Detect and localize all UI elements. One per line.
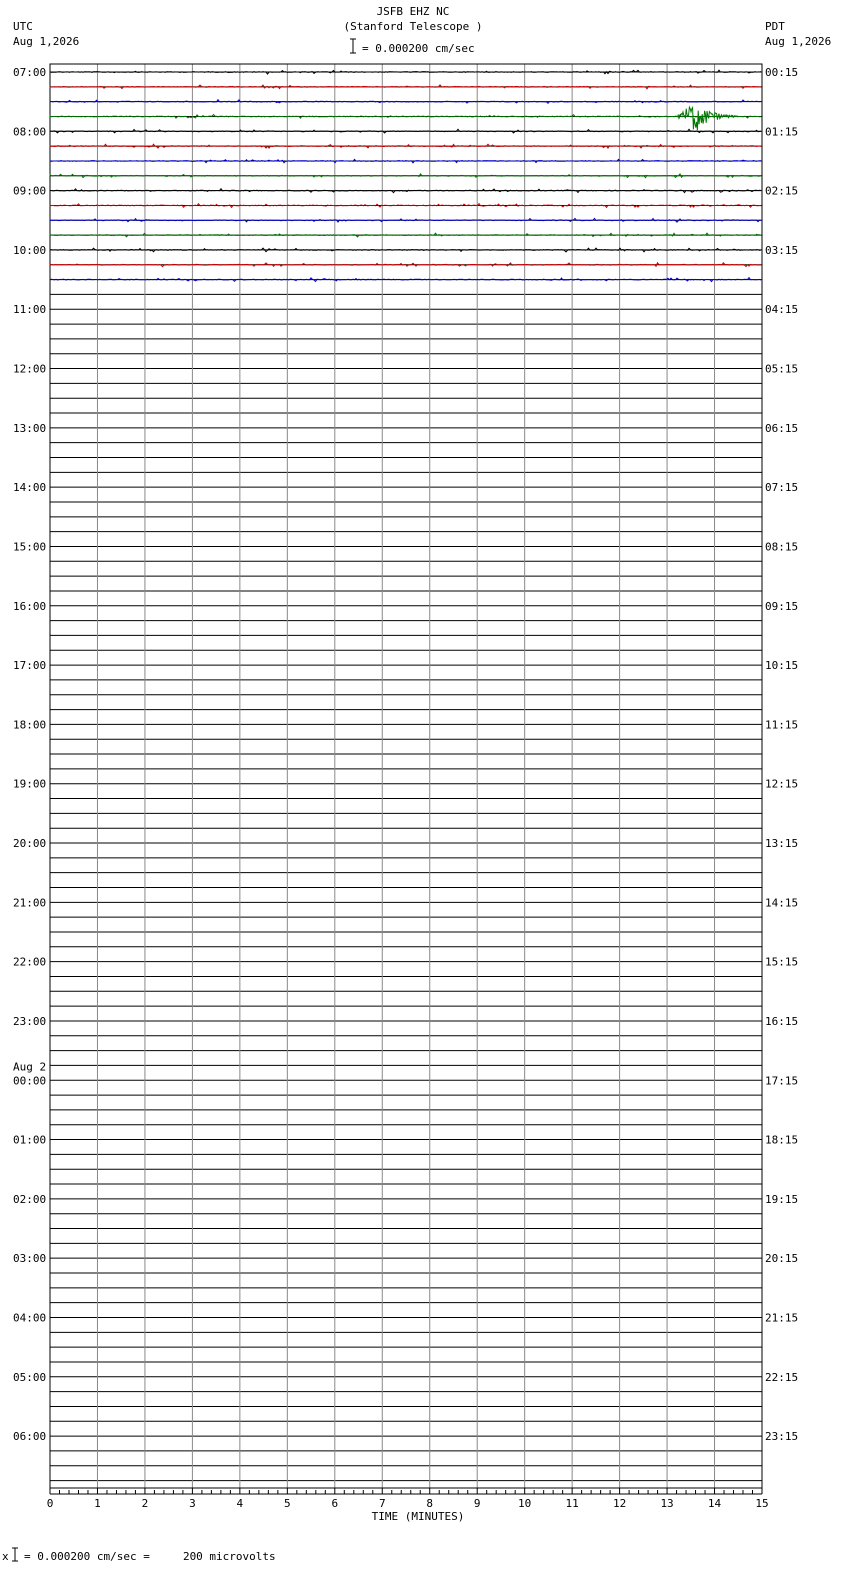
right-time-label: 00:15 xyxy=(765,66,799,79)
scale-text: = 0.000200 cm/sec xyxy=(362,42,475,55)
x-tick-label: 2 xyxy=(141,1497,149,1510)
seismic-trace-row-6 xyxy=(50,159,761,162)
right-time-label: 10:15 xyxy=(765,659,799,673)
left-time-label: 11:00 xyxy=(13,303,47,317)
seismic-trace-row-14 xyxy=(50,278,761,282)
x-tick-label: 14 xyxy=(707,1497,722,1510)
seismic-trace-row-1 xyxy=(50,85,761,89)
plot-frame xyxy=(50,64,762,1488)
left-time-label: 10:00 xyxy=(13,243,47,257)
x-tick-label: 15 xyxy=(755,1497,769,1510)
right-time-label: 19:15 xyxy=(765,1192,799,1206)
right-time-label: 12:15 xyxy=(765,777,799,791)
left-time-label: 17:00 xyxy=(13,659,47,673)
x-axis-label: TIME (MINUTES) xyxy=(371,1510,465,1523)
right-time-label: 03:15 xyxy=(765,243,799,257)
x-tick-label: 10 xyxy=(518,1497,532,1510)
right-time-label: 04:15 xyxy=(765,303,799,317)
x-tick-label: 13 xyxy=(660,1497,674,1510)
right-time-label: 07:15 xyxy=(765,481,799,495)
left-time-label: 15:00 xyxy=(13,540,47,554)
x-tick-label: 6 xyxy=(331,1497,339,1510)
left-time-label: 21:00 xyxy=(13,896,47,910)
left-time-label: 00:00 xyxy=(13,1074,47,1088)
left-time-label: 05:00 xyxy=(13,1370,47,1384)
footer-prefix: x xyxy=(2,1550,9,1563)
right-time-label: 16:15 xyxy=(765,1014,799,1028)
right-time-label: 21:15 xyxy=(765,1311,799,1325)
seismic-trace-row-13 xyxy=(50,263,761,267)
left-time-label: 04:00 xyxy=(13,1311,47,1325)
seismic-trace-row-10 xyxy=(50,218,761,222)
x-tick-label: 11 xyxy=(565,1497,579,1510)
chart-subtitle: (Stanford Telescope ) xyxy=(343,20,483,33)
footer-scale-text: = 0.000200 cm/sec = 200 microvolts xyxy=(24,1550,276,1563)
x-axis xyxy=(47,1488,769,1510)
right-time-label: 17:15 xyxy=(765,1074,799,1088)
right-time-label: 22:15 xyxy=(765,1370,799,1384)
x-tick-label: 4 xyxy=(236,1497,244,1510)
seismic-trace-row-4 xyxy=(50,129,761,133)
right-timezone: PDT xyxy=(765,20,785,33)
left-time-label: 03:00 xyxy=(13,1252,47,1266)
seismic-trace-row-9 xyxy=(50,204,761,208)
x-tick-label: 12 xyxy=(612,1497,627,1510)
left-timezone: UTC xyxy=(13,20,33,33)
left-time-label: 19:00 xyxy=(13,777,47,791)
left-time-label: 02:00 xyxy=(13,1192,47,1206)
left-time-label: 12:00 xyxy=(13,362,47,376)
left-time-label: 20:00 xyxy=(13,837,47,851)
left-time-label: 16:00 xyxy=(13,599,47,613)
seismic-trace-row-2 xyxy=(50,100,761,104)
right-time-label: 20:15 xyxy=(765,1252,799,1266)
right-time-labels xyxy=(765,66,798,1443)
earthquake-event-trace xyxy=(677,107,739,130)
right-time-label: 14:15 xyxy=(765,896,799,910)
right-time-label: 06:15 xyxy=(765,421,799,435)
seismic-trace-row-5 xyxy=(50,144,761,148)
x-tick-label: 3 xyxy=(189,1497,196,1510)
right-time-label: 02:15 xyxy=(765,184,799,198)
x-tick-label: 0 xyxy=(46,1497,54,1510)
right-time-label: 09:15 xyxy=(765,599,799,613)
seismic-trace-row-11 xyxy=(50,233,761,237)
grid xyxy=(50,64,762,1488)
left-date: Aug 1,2026 xyxy=(13,35,80,48)
right-time-label: 01:15 xyxy=(765,125,799,139)
right-time-label: 23:15 xyxy=(765,1430,799,1444)
left-time-label: 13:00 xyxy=(13,421,47,435)
x-tick-label: 5 xyxy=(284,1497,291,1510)
seismic-trace-row-7 xyxy=(50,174,761,178)
right-date: Aug 1,2026 xyxy=(765,35,832,48)
right-time-label: 11:15 xyxy=(765,718,799,732)
left-time-label: 07:00 xyxy=(13,66,47,79)
left-time-label: 22:00 xyxy=(13,955,47,969)
seismic-trace-row-8 xyxy=(50,189,761,193)
seismic-trace-row-3 xyxy=(50,115,761,119)
x-tick-label: 9 xyxy=(473,1497,481,1510)
left-time-label: 06:00 xyxy=(13,1430,47,1444)
right-time-label: 15:15 xyxy=(765,955,799,969)
seismic-trace-row-0 xyxy=(50,70,761,74)
left-time-label: 23:00 xyxy=(13,1014,47,1028)
left-time-labels xyxy=(13,66,46,1443)
left-time-label: 01:00 xyxy=(13,1133,47,1147)
left-time-label: 09:00 xyxy=(13,184,47,198)
x-tick-label: 8 xyxy=(426,1497,434,1510)
left-time-label: 18:00 xyxy=(13,718,47,732)
date-change-label: Aug 2 xyxy=(13,1060,47,1074)
right-time-label: 08:15 xyxy=(765,540,799,554)
left-time-label: 08:00 xyxy=(13,125,47,139)
x-tick-label: 7 xyxy=(378,1497,386,1510)
right-time-label: 18:15 xyxy=(765,1133,799,1147)
right-time-label: 05:15 xyxy=(765,362,799,376)
left-time-label: 14:00 xyxy=(13,481,47,495)
right-time-label: 13:15 xyxy=(765,837,799,851)
x-tick-label: 1 xyxy=(94,1497,101,1510)
chart-title: JSFB EHZ NC xyxy=(376,5,450,18)
